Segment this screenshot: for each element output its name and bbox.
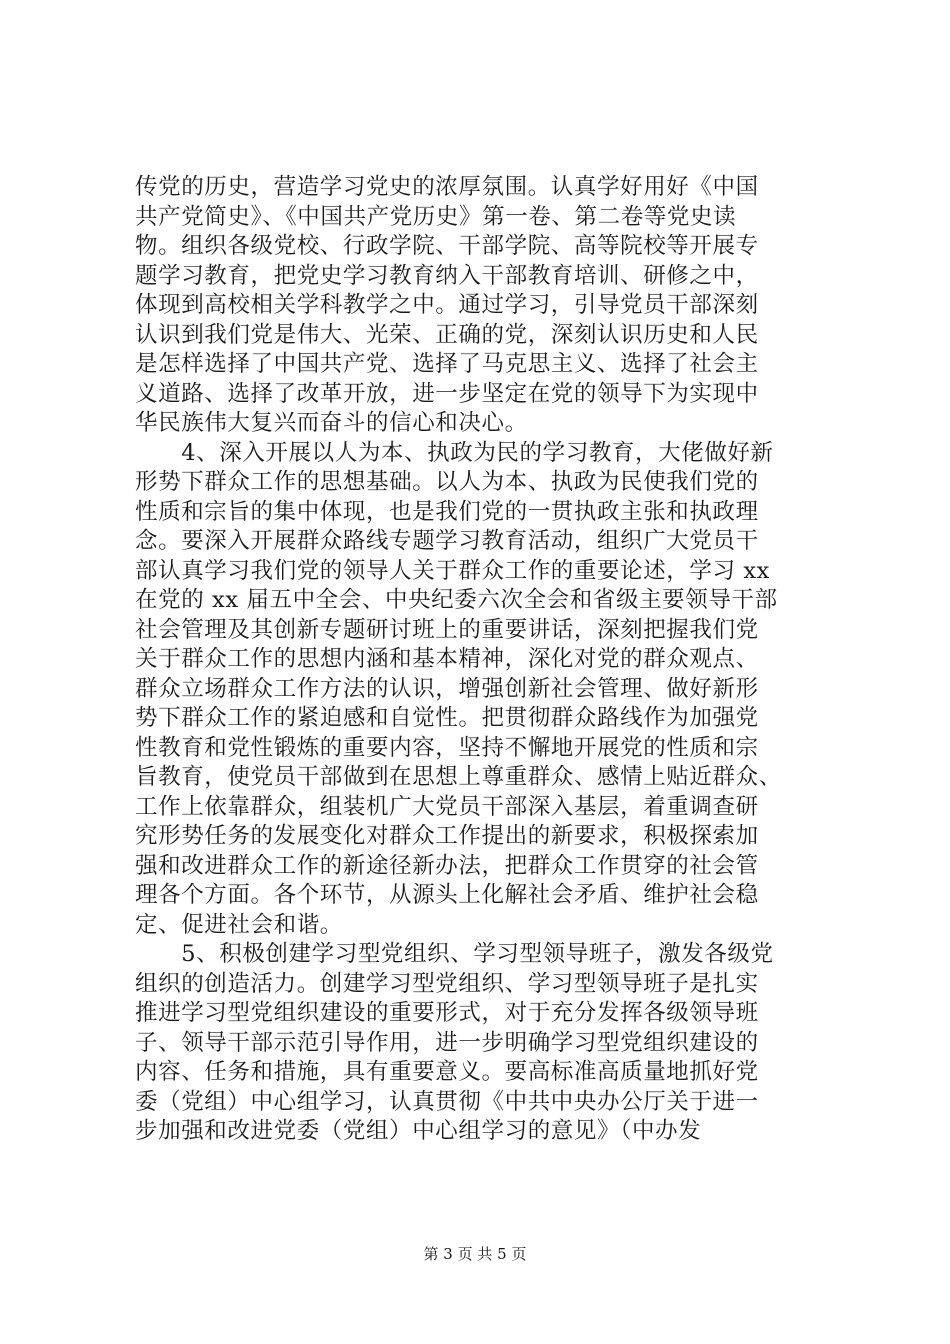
text-line: 社会管理及其创新专题研讨班上的重要讲话，深刻把握我们党 bbox=[135, 616, 759, 643]
text-line: 认识到我们党是伟大、光荣、正确的党，深刻认识历史和人民 bbox=[135, 321, 759, 348]
body-text bbox=[135, 173, 835, 1147]
text-line: 部认真学习我们党的领导人关于群众工作的重要论述，学习 xx bbox=[135, 557, 770, 584]
text-line: 华民族伟大复兴而奋斗的信心和决心。 bbox=[135, 410, 528, 436]
text-line: 是怎样选择了中国共产党、选择了马克思主义、选择了社会主 bbox=[135, 351, 759, 377]
text-line: 强和改进群众工作的新途径新办法，把群众工作贯穿的社会管 bbox=[135, 852, 759, 879]
text-line: 旨教育，使党员干部做到在思想上尊重群众、感情上贴近群众、 bbox=[135, 764, 782, 790]
page-footer: 第 3 页 共 5 页 bbox=[423, 1245, 527, 1263]
text-line: 定、促进社会和谐。 bbox=[135, 911, 343, 938]
text-line: 体现到高校相关学科教学之中。通过学习，引导党员干部深刻 bbox=[135, 292, 759, 318]
text-line: 工作上依靠群众，组装机广大党员干部深入基层，着重调查研 bbox=[135, 793, 759, 820]
text-line: 义道路、选择了改革开放，进一步坚定在党的领导下为实现中 bbox=[135, 380, 759, 407]
text-line: 子、领导干部示范引导作用，进一步明确学习型党组织建设的 bbox=[135, 1029, 759, 1056]
text-line: 群众立场群众工作方法的认识，增强创新社会管理、做好新形 bbox=[135, 675, 759, 702]
text-line: 共产党简史》、《中国共产党历史》第一卷、第二卷等党史读 bbox=[135, 203, 737, 230]
text-line: 组织的创造活力。创建学习型党组织、学习型领导班子是扎实 bbox=[135, 970, 759, 997]
text-line: 物。组织各级党校、行政学院、干部学院、高等院校等开展专 bbox=[135, 233, 759, 259]
text-line: 传党的历史，营造学习党史的浓厚氛围。认真学好用好《中国 bbox=[135, 174, 759, 200]
text-line: 在党的 xx 届五中全会、中央纪委六次全会和省级主要领导干部 bbox=[135, 587, 778, 613]
text-line: 理各个方面。各个环节，从源头上化解社会矛盾、维护社会稳 bbox=[135, 882, 759, 908]
text-line: 推进学习型党组织建设的重要形式，对于充分发挥各级领导班 bbox=[135, 1000, 759, 1026]
text-line: 步加强和改进党委（党组）中心组学习的意见》（中办发 bbox=[135, 1118, 702, 1144]
text-line: 关于群众工作的思想内涵和基本精神，深化对党的群众观点、 bbox=[135, 646, 759, 672]
text-line: 究形势任务的发展变化对群众工作提出的新要求，积极探索加 bbox=[135, 823, 759, 849]
text-line: 5、积极创建学习型党组织、学习型领导班子，激发各级党 bbox=[135, 941, 774, 967]
text-line: 势下群众工作的紧迫感和自觉性。把贯彻群众路线作为加强党 bbox=[135, 705, 759, 731]
text-line: 形势下群众工作的思想基础。以人为本、执政为民使我们党的 bbox=[135, 469, 759, 495]
text-line: 性质和宗旨的集中体现，也是我们党的一贯执政主张和执政理 bbox=[135, 498, 759, 525]
text-line: 委（党组）中心组学习，认真贯彻《中共中央办公厅关于进一 bbox=[135, 1088, 759, 1115]
text-line: 性教育和党性锻炼的重要内容，坚持不懈地开展党的性质和宗 bbox=[135, 734, 759, 761]
text-line: 4、深入开展以人为本、执政为民的学习教育，大佬做好新 bbox=[135, 439, 774, 466]
text-line: 内容、任务和措施，具有重要意义。要高标准高质量地抓好党 bbox=[135, 1059, 759, 1085]
text-line: 念。要深入开展群众路线专题学习教育活动，组织广大党员干 bbox=[135, 528, 759, 554]
text-line: 题学习教育，把党史学习教育纳入干部教育培训、研修之中， bbox=[135, 262, 759, 289]
